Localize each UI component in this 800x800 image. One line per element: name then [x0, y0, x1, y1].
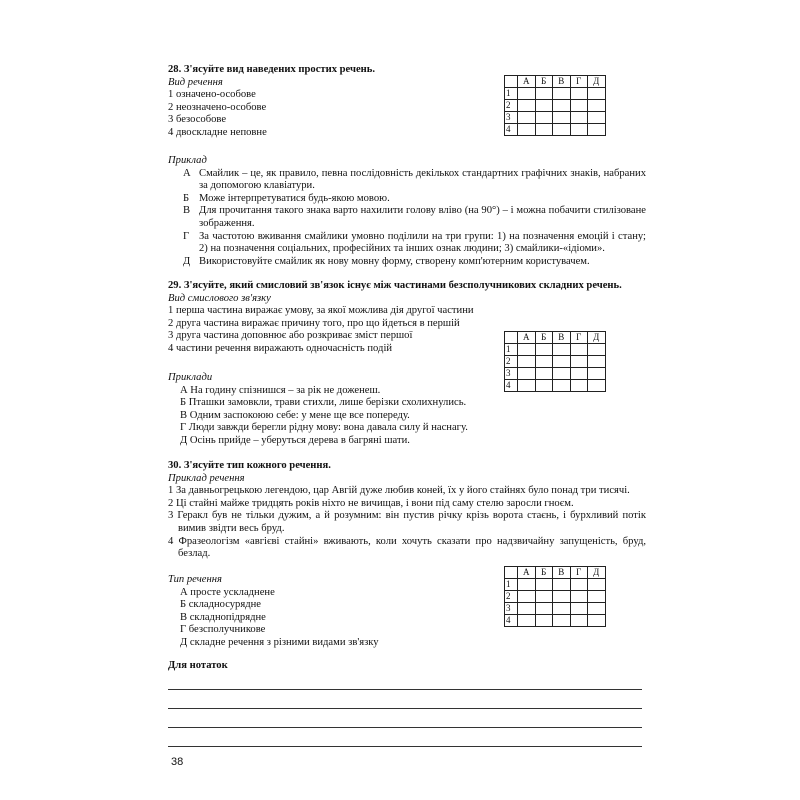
notes-line[interactable]: [168, 708, 642, 709]
answer-cell[interactable]: [553, 368, 571, 380]
list-item: 3 Геракл був не тільки дужим, а й розумним: він пустив річку крізь ворота стаєнь, і бурхливий потік вимив звідти весь бруд.: [168, 510, 646, 534]
answer-cell[interactable]: [518, 368, 536, 380]
answer-cell[interactable]: [553, 100, 571, 112]
task-subtitle: Вид смислового зв'язку: [168, 292, 271, 304]
notes-line[interactable]: [168, 746, 642, 747]
answer-cell[interactable]: [588, 356, 606, 368]
answer-cell[interactable]: [518, 591, 536, 603]
task-subtitle: Приклад речення: [168, 472, 245, 484]
notes-title: Для нотаток: [168, 660, 228, 671]
task-subtitle: Вид речення: [168, 76, 223, 88]
answer-cell[interactable]: [588, 591, 606, 603]
answer-cell[interactable]: [553, 112, 571, 124]
answer-cell[interactable]: [535, 368, 553, 380]
answer-cell[interactable]: [553, 591, 571, 603]
answer-cell[interactable]: [588, 100, 606, 112]
notes-section: [168, 660, 646, 673]
list-item: 3 друга частина доповнює або розкриває зміст першої: [168, 330, 413, 342]
task-subtitle: Приклади: [168, 372, 213, 383]
example-item: А На годину спізнишся – за рік не доженеш.: [180, 384, 381, 396]
list-item: 3 безособове: [168, 114, 227, 126]
example-item: Б Пташки замовкли, трави стихли, лише берізки схолихнулись.: [180, 397, 467, 409]
list-item: Д складне речення з різними видами зв'язку: [180, 636, 379, 648]
example-item: Б Може інтерпретуватися будь-якою мовою.: [183, 192, 390, 204]
answer-cell[interactable]: [553, 380, 571, 392]
answer-cell[interactable]: [518, 356, 536, 368]
example-item: А Смайлик – це, як правило, певна послідовність декількох стандартних графічних знаків, набраних за допомогою клавіатури.: [183, 167, 646, 192]
answer-cell[interactable]: [553, 356, 571, 368]
list-item: 4 Фразеологізм «авгієві стайні» вживають, коли хочуть сказати про надзвичайну запущеність, бруд, безлад.: [168, 535, 646, 560]
answer-cell[interactable]: [518, 100, 536, 112]
answer-cell[interactable]: [518, 380, 536, 392]
answer-cell[interactable]: [588, 124, 606, 136]
list-item: Б складносурядне: [180, 599, 261, 611]
list-item: Г безсполучникове: [180, 624, 266, 636]
list-item: 2 неозначено-особове: [168, 101, 267, 113]
answer-grid-28: А Б В Г Д 1 2 3 4: [504, 75, 606, 136]
answer-cell[interactable]: [570, 591, 588, 603]
answer-cell[interactable]: [535, 615, 553, 627]
answer-cell[interactable]: [588, 579, 606, 591]
answer-cell[interactable]: [535, 591, 553, 603]
answer-cell[interactable]: [570, 100, 588, 112]
example-item: В Одним заспокоюю себе: у мене ще все попереду.: [180, 409, 410, 421]
answer-cell[interactable]: [553, 344, 571, 356]
task-28-examples: [168, 155, 646, 268]
answer-cell[interactable]: [553, 579, 571, 591]
answer-cell[interactable]: [535, 88, 553, 100]
notes-line[interactable]: [168, 727, 642, 728]
list-item: 1 перша частина виражає умову, за якої можлива дія другої частини: [168, 305, 474, 317]
answer-cell[interactable]: [535, 579, 553, 591]
answer-cell[interactable]: [570, 356, 588, 368]
answer-cell[interactable]: [588, 88, 606, 100]
answer-cell[interactable]: [535, 356, 553, 368]
answer-cell[interactable]: [518, 579, 536, 591]
example-item: Г За частотою вживання смайлики умовно поділили на три групи: 1) на позначення емоцій і стану; 2) на позначення соціальних, професійних та інших ознак людини; 3) смайлики-«ідіоми».: [183, 230, 646, 255]
answer-grid-29: А Б В Г Д 1 2 3 4: [504, 331, 606, 392]
answer-cell[interactable]: [535, 344, 553, 356]
answer-cell[interactable]: [570, 603, 588, 615]
answer-cell[interactable]: [518, 124, 536, 136]
example-item: В Для прочитання такого знака варто нахилити голову вліво (на 90°) – і можна побачити стилізоване зображення.: [183, 205, 646, 229]
answer-cell[interactable]: [588, 603, 606, 615]
example-item: Д Осінь прийде – уберуться дерева в багряні шати.: [180, 434, 410, 446]
task-30: [168, 460, 646, 561]
answer-cell[interactable]: [553, 615, 571, 627]
answer-cell[interactable]: [570, 344, 588, 356]
answer-cell[interactable]: [518, 344, 536, 356]
answer-cell[interactable]: [570, 615, 588, 627]
answer-cell[interactable]: [518, 112, 536, 124]
answer-cell[interactable]: [518, 615, 536, 627]
list-item: 4 частини речення виражають одночасність подій: [168, 342, 393, 354]
answer-cell[interactable]: [570, 124, 588, 136]
answer-cell[interactable]: [553, 603, 571, 615]
answer-cell[interactable]: [588, 380, 606, 392]
answer-cell[interactable]: [535, 100, 553, 112]
answer-cell[interactable]: [553, 124, 571, 136]
answer-cell[interactable]: [570, 380, 588, 392]
answer-cell[interactable]: [570, 88, 588, 100]
answer-cell[interactable]: [535, 112, 553, 124]
answer-cell[interactable]: [588, 368, 606, 380]
answer-cell[interactable]: [588, 615, 606, 627]
notes-line[interactable]: [168, 689, 642, 690]
task-title: 30. З'ясуйте тип кожного речення.: [168, 460, 331, 471]
list-item: В складнопідрядне: [180, 611, 266, 623]
example-item: Г Люди завжди берегли рідну мову: вона давала силу й наснагу.: [180, 422, 468, 434]
answer-cell[interactable]: [518, 603, 536, 615]
answer-cell[interactable]: [588, 112, 606, 124]
example-item: Д Використовуйте смайлик як нову мовну форму, створену комп'ютерним користувачем.: [183, 255, 590, 267]
task-subtitle: Тип речення: [168, 574, 222, 585]
answer-cell[interactable]: [570, 368, 588, 380]
answer-cell[interactable]: [570, 112, 588, 124]
list-item: 1 За давньогрецькою легендою, цар Авгій дуже любив коней, їх у його стайнях було понад три тисячі.: [168, 485, 630, 497]
list-item: А просте ускладнене: [180, 586, 275, 598]
answer-grid-30: А Б В Г Д 1 2 3 4: [504, 566, 606, 627]
page-number: 38: [171, 756, 184, 768]
answer-cell[interactable]: [570, 579, 588, 591]
task-subtitle: Приклад: [168, 155, 207, 166]
list-item: 4 двоскладне неповне: [168, 126, 267, 138]
list-item: 2 друга частина виражає причину того, про що йдеться в першій: [168, 317, 460, 329]
answer-cell[interactable]: [535, 380, 553, 392]
answer-cell[interactable]: [588, 344, 606, 356]
list-item: 2 Ці стайні майже тридцять років ніхто не вичищав, і вони під саму стелю заросли гноєм.: [168, 497, 574, 509]
answer-cell[interactable]: [535, 603, 553, 615]
task-title: 29. З'ясуйте, який смисловий зв'язок існує між частинами безсполучникових складних речень.: [168, 280, 622, 291]
answer-cell[interactable]: [535, 124, 553, 136]
list-item: 1 означено-особове: [168, 89, 256, 101]
answer-cell[interactable]: [553, 88, 571, 100]
task-title: 28. З'ясуйте вид наведених простих речень.: [168, 64, 376, 75]
answer-cell[interactable]: [518, 88, 536, 100]
